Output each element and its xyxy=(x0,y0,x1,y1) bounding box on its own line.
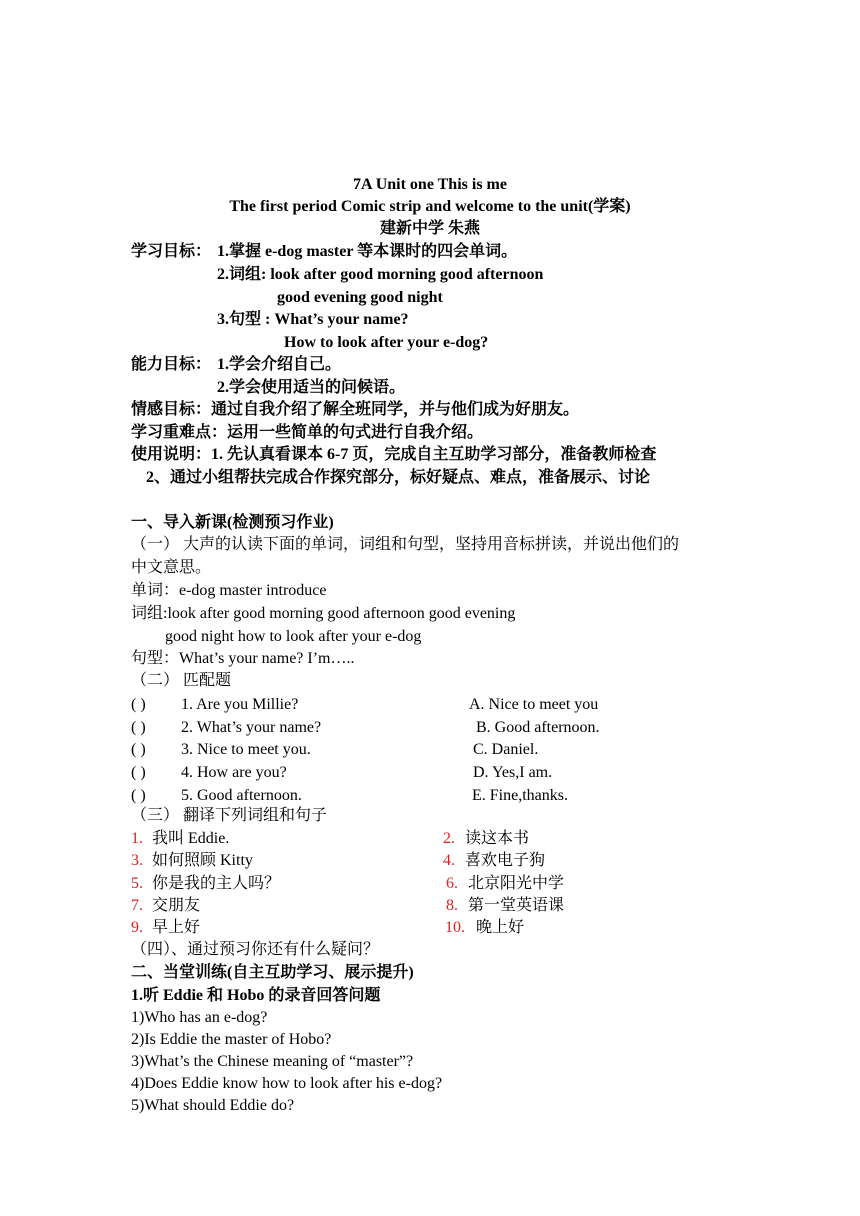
translate-item: 交朋友 xyxy=(152,897,201,914)
translate-item: 早上好 xyxy=(152,919,201,936)
doc-subtitle: The first period Comic strip and welcome to the unit(学案) xyxy=(229,198,631,215)
translate-item: 读这本书 xyxy=(465,830,530,847)
phrases-line2: good night how to look after your e-dog xyxy=(165,628,422,645)
match-paren[interactable]: ( ) xyxy=(131,696,146,713)
sentence-line: 句型：What’s your name? I’m….. xyxy=(131,650,355,667)
study-goal-3b: How to look after your e-dog? xyxy=(284,334,489,351)
match-answer: C. Daniel. xyxy=(473,741,539,758)
match-question: 4. How are you? xyxy=(181,764,287,781)
ability-goal-label: 能力目标： xyxy=(131,356,212,373)
translate-item: 北京阳光中学 xyxy=(468,875,565,892)
translate-item: 我叫 Eddie. xyxy=(152,830,230,847)
question-item: 2)Is Eddie the master of Hobo? xyxy=(131,1031,332,1048)
match-question: 1. Are you Millie? xyxy=(181,696,299,713)
match-paren[interactable]: ( ) xyxy=(131,764,146,781)
emotion-goal: 情感目标：通过自我介绍了解全班同学，并与他们成为好朋友。 xyxy=(131,401,580,418)
section1-heading: 一、导入新课(检测预习作业) xyxy=(131,514,334,531)
usage-note-1: 使用说明：1. 先认真看课本 6-7 页，完成自主互助学习部分，准备教师检查 xyxy=(131,446,657,463)
translate-item: 晚上好 xyxy=(476,919,525,936)
question-item: 1)Who has an e-dog? xyxy=(131,1009,268,1026)
ability-goal-2: 2.学会使用适当的问候语。 xyxy=(217,379,406,396)
study-goal-label: 学习目标： xyxy=(131,243,212,260)
translate-number: 3. xyxy=(131,852,143,869)
translate-number: 9. xyxy=(131,919,143,936)
translate-item: 喜欢电子狗 xyxy=(465,852,546,869)
translate-item: 如何照顾 Kitty xyxy=(152,852,253,869)
match-paren[interactable]: ( ) xyxy=(131,719,146,736)
match-paren[interactable]: ( ) xyxy=(131,787,146,804)
match-answer: E. Fine,thanks. xyxy=(472,787,568,804)
translate-number: 8. xyxy=(446,897,458,914)
words-line: 单词：e-dog master introduce xyxy=(131,582,327,599)
part1-title-line1: （一） 大声的认读下面的单词，词组和句型，坚持用音标拼读，并说出他们的 xyxy=(131,536,680,553)
match-paren[interactable]: ( ) xyxy=(131,741,146,758)
match-answer: D. Yes,I am. xyxy=(473,764,553,781)
study-goal-1: 1.掌握 e-dog master 等本课时的四会单词。 xyxy=(217,243,518,260)
translate-number: 1. xyxy=(131,830,143,847)
ability-goal-1: 1.学会介绍自己。 xyxy=(217,356,342,373)
part4-title: （四）、通过预习你还有什么疑问？ xyxy=(131,941,380,958)
doc-title: 7A Unit one This is me xyxy=(353,176,507,193)
study-goal-2b: good evening good night xyxy=(277,289,443,306)
translate-number: 10. xyxy=(445,919,465,936)
study-goal-3a: 3.句型 : What’s your name? xyxy=(217,311,409,328)
phrases-line1: 词组:look after good morning good afternoon good evening xyxy=(131,605,516,622)
question-item: 4)Does Eddie know how to look after his e-dog? xyxy=(131,1075,443,1092)
translate-number: 4. xyxy=(443,852,455,869)
translate-number: 7. xyxy=(131,897,143,914)
match-question: 5. Good afternoon. xyxy=(181,787,302,804)
usage-note-2: 2、通过小组帮扶完成合作探究部分，标好疑点、难点，准备展示、讨论 xyxy=(146,469,651,486)
listening-task: 1.听 Eddie 和 Hobo 的录音回答问题 xyxy=(131,987,381,1004)
key-difficulty: 学习重难点：运用一些简单的句式进行自我介绍。 xyxy=(131,424,484,441)
match-answer: A. Nice to meet you xyxy=(469,696,599,713)
translate-item: 你是我的主人吗？ xyxy=(152,875,281,892)
translate-number: 2. xyxy=(443,830,455,847)
part2-title: （二） 匹配题 xyxy=(131,672,232,689)
match-question: 3. Nice to meet you. xyxy=(181,741,311,758)
part1-title-line2: 中文意思。 xyxy=(131,559,212,576)
section2-heading: 二、当堂训练(自主互助学习、展示提升) xyxy=(131,964,414,981)
translate-number: 5. xyxy=(131,875,143,892)
study-goal-2a: 2.词组: look after good morning good afternoon xyxy=(217,266,544,283)
translate-number: 6. xyxy=(446,875,458,892)
part3-title: （三） 翻译下列词组和句子 xyxy=(131,807,328,824)
translate-item: 第一堂英语课 xyxy=(468,897,565,914)
match-answer: B. Good afternoon. xyxy=(476,719,600,736)
question-item: 3)What’s the Chinese meaning of “master”? xyxy=(131,1053,414,1070)
question-item: 5)What should Eddie do? xyxy=(131,1097,295,1114)
match-question: 2. What’s your name? xyxy=(181,719,322,736)
doc-author: 建新中学 朱燕 xyxy=(379,220,480,237)
